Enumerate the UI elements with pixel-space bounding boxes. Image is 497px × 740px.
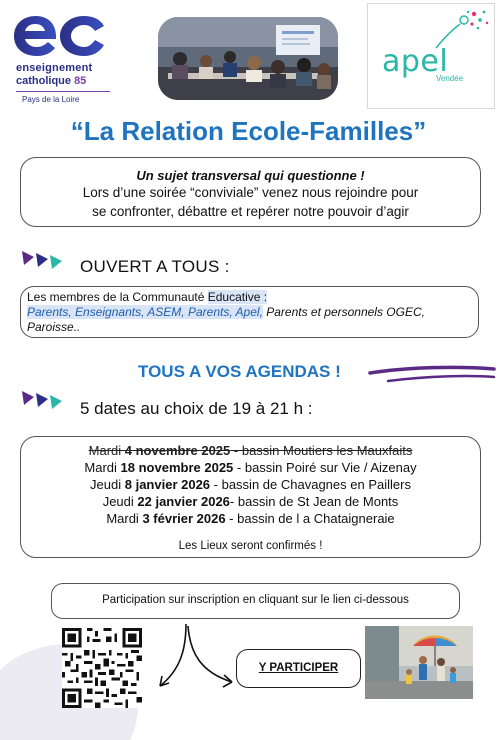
- ec-logo-divider: [16, 91, 110, 92]
- intro-box: [20, 157, 481, 227]
- triple-chevron-icon: [20, 249, 66, 271]
- date-item: Jeudi 22 janvier 2026- bassin de St Jean de Monts: [102, 494, 399, 509]
- purple-swoosh: [368, 363, 496, 385]
- audience-box: [20, 286, 479, 338]
- apel-wordmark: apel: [382, 44, 449, 79]
- ec-logo: [10, 8, 120, 108]
- ec-logo-line1: enseignement: [16, 62, 93, 74]
- intro-line-1: Lors d’une soirée “conviviale” venez nous rejoindre pour: [82, 185, 419, 200]
- participate-button[interactable]: Y PARTICIPER: [236, 649, 361, 688]
- audience-line-2: Parents, Enseignants, ASEM, Parents, Apel, Parents et personnels OGEC,: [27, 305, 425, 319]
- ec-logo-line2: catholique 85: [16, 75, 87, 87]
- date-item: Jeudi 8 janvier 2026 - bassin de Chavagnes en Paillers: [90, 477, 411, 492]
- ec-logo-mark: [12, 12, 106, 58]
- audience-line-3: Paroisse..: [27, 320, 81, 334]
- dates-note: Les Lieux seront confirmés !: [178, 540, 323, 552]
- intro-line-2: se confronter, débattre et repérer notre pouvoir d’agir: [92, 204, 409, 219]
- inscription-box: Participation sur inscription en cliquant sur le lien ci-dessous: [51, 583, 460, 619]
- audience-line-1: Les membres de la Communauté Educative :: [27, 290, 268, 304]
- curved-arrows-icon: [152, 620, 238, 710]
- ouvert-heading: OUVERT A TOUS :: [80, 257, 230, 276]
- date-item: Mardi 18 novembre 2025 - bassin Poiré sur Vie / Aizenay: [84, 460, 417, 475]
- page-title: “La Relation Ecole-Familles”: [70, 116, 427, 146]
- date-item-cancelled: Mardi 4 novembre 2025 - bassin Moutiers les Mauxfaits: [88, 443, 413, 458]
- triple-chevron-icon: [20, 389, 66, 411]
- date-item: Mardi 3 février 2026 - bassin de l a Chataigneraie: [106, 511, 395, 526]
- meeting-photo: [158, 17, 338, 100]
- agendas-heading: TOUS A VOS AGENDAS !: [138, 362, 341, 381]
- apel-logo: [367, 3, 495, 109]
- families-photo: [365, 626, 473, 699]
- dates-heading: 5 dates au choix de 19 à 21 h :: [80, 399, 313, 418]
- intro-heading: Un sujet transversal qui questionne !: [136, 168, 365, 183]
- ec-logo-region: Pays de la Loire: [22, 95, 80, 104]
- apel-region: Vendée: [436, 74, 464, 83]
- dates-box: [20, 436, 481, 558]
- qr-code[interactable]: [62, 628, 142, 708]
